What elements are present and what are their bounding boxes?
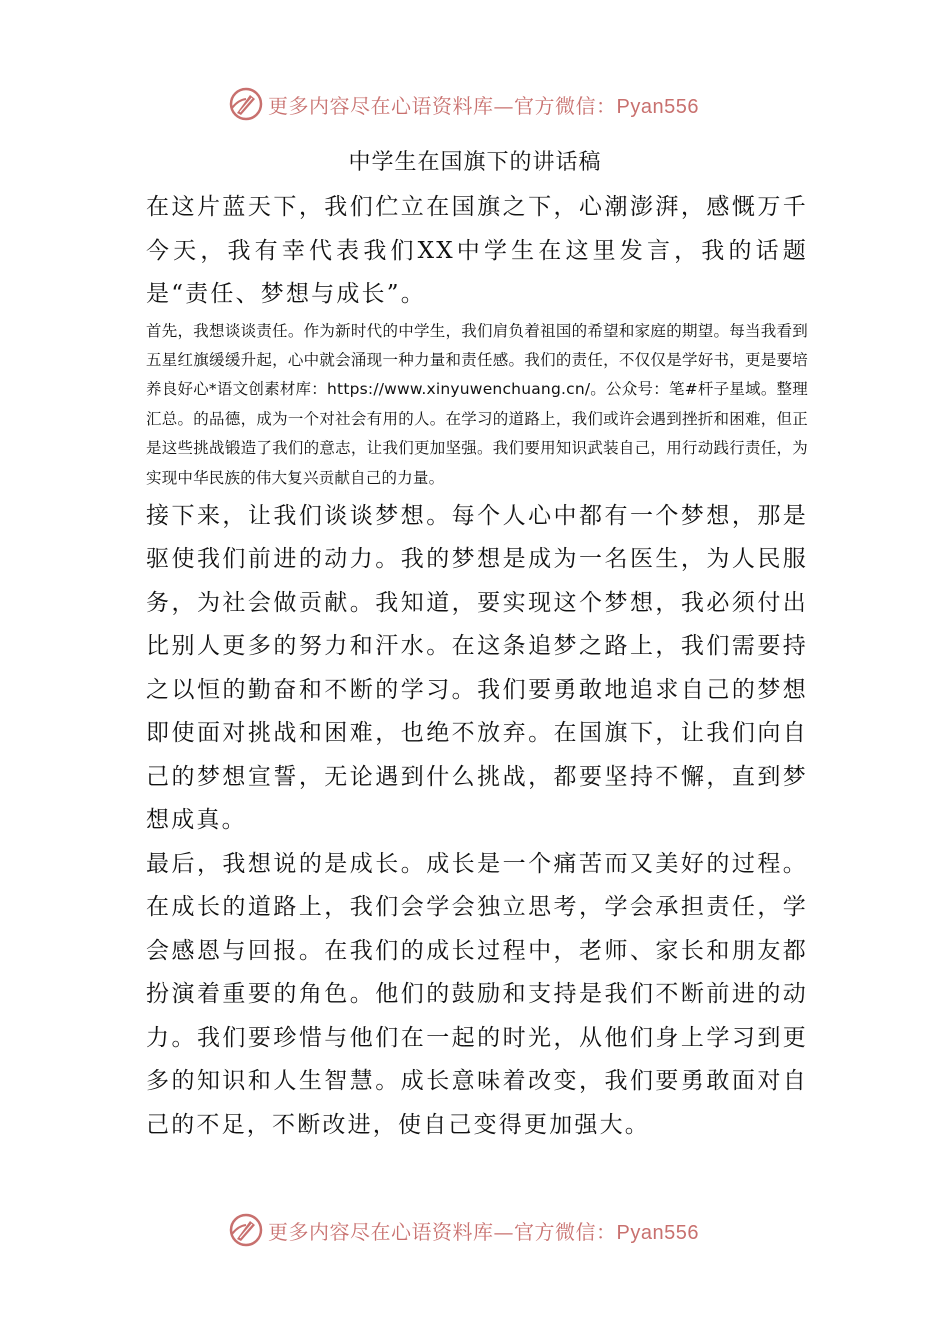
pen-nib-logo-icon (228, 1212, 264, 1248)
header-banner-text: 更多内容尽在心语资料库—官方微信：Pyan556 (268, 93, 699, 118)
footer-banner-text: 更多内容尽在心语资料库—官方微信：Pyan556 (268, 1219, 699, 1244)
header-wechat-id: Pyan556 (616, 95, 699, 118)
document-body (146, 186, 808, 1147)
paragraph-responsibility: 首先，我想谈谈责任。作为新时代的中学生，我们肩负着祖国的希望和家庭的期望。每当我看到五星红旗缓缓升起，心中就会涌现一种力量和责任感。我们的责任，不仅仅是学好书，更是要培养良好心*语文创素材库：https://www.xinyuwenchuang.cn/。公众号：笔#杆子星域。整理汇总。的品德，成为一个对社会有用的人。在学习的道路上，我们或许会遇到挫折和困难，但正是这些挑战锻造了我们的意志，让我们更加坚强。我们要用知识武装自己，用行动践行责任，为实现中华民族的伟大复兴贡献自己的力量。 (146, 321, 808, 487)
document-title: 中学生在国旗下的讲话稿 (348, 150, 602, 175)
footer-wechat-id: Pyan556 (616, 1221, 699, 1244)
paragraph-dream: 接下来，让我们谈谈梦想。每个人心中都有一个梦想，那是驱使我们前进的动力。我的梦想是成为一名医生，为人民服务，为社会做贡献。我知道，要实现这个梦想，我必须付出比别人更多的努力和汗水。在这条追梦之路上，我们需要持之以恒的勤奋和不断的学习。我们要勇敢地追求自己的梦想即使面对挑战和困难，也绝不放弃。在国旗下，让我们向自己的梦想宣誓，无论遇到什么挑战，都要坚持不懈，直到梦想成真。 (146, 502, 808, 834)
footer-banner (228, 1210, 699, 1250)
paragraph-intro: 在这片蓝天下，我们伫立在国旗之下，心潮澎湃，感慨万千今天，我有幸代表我们XX中学生在这里发言，我的话题是“责任、梦想与成长”。 (146, 194, 808, 307)
header-banner (228, 84, 699, 124)
paragraph-growth: 最后，我想说的是成长。成长是一个痛苦而又美好的过程。在成长的道路上，我们会学会独立思考，学会承担责任，学会感恩与回报。在我们的成长过程中，老师、家长和朋友都扮演着重要的角色。他们的鼓励和支持是我们不断前进的动力。我们要珍惜与他们在一起的时光，从他们身上学习到更多的知识和人生智慧。成长意味着改变，我们要勇敢面对自己的不足，不断改进，使自己变得更加强大。 (146, 850, 808, 1138)
pen-nib-logo-icon (228, 86, 264, 122)
